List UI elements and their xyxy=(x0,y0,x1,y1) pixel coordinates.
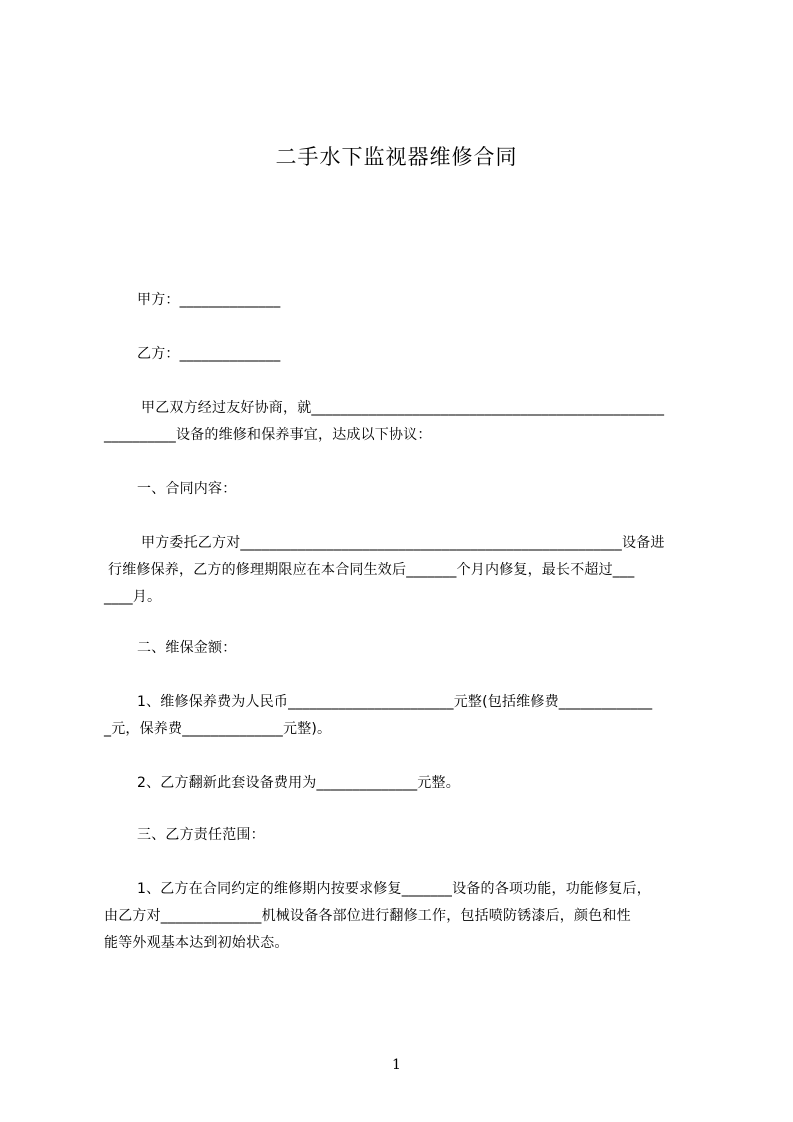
section-1-paragraph-line-1: 甲方委托乙方对_____________________________________________________设备进 xyxy=(141,535,665,551)
section-3-item-1-line-1: 1、乙方在合同约定的维修期内按要求修复_______设备的各项功能，功能修复后， xyxy=(137,881,651,897)
section-1-paragraph-line-3: ____月。 xyxy=(104,589,162,605)
section-1-heading: 一、合同内容： xyxy=(137,481,237,497)
section-3-heading: 三、乙方责任范围： xyxy=(137,827,265,843)
party-a-line: 甲方：______________ xyxy=(137,292,281,308)
preamble-line-2: __________设备的维修和保养事宜，达成以下协议： xyxy=(104,427,432,443)
page-number: 1 xyxy=(392,1057,401,1073)
section-3-item-1-line-3: 能等外观基本达到初始状态。 xyxy=(104,935,289,951)
party-b-line: 乙方：______________ xyxy=(137,346,281,362)
section-3-item-1-line-2: 由乙方对______________机械设备各部位进行翻修工作，包括喷防锈漆后，颜色和性 xyxy=(104,908,631,924)
section-2-item-1-line-1: 1、维修保养费为人民币_______________________元整(包括维修费_____________ xyxy=(137,694,653,710)
section-2-heading: 二、维保金额： xyxy=(137,640,237,656)
section-2-item-1-line-2: _元，保养费______________元整)。 xyxy=(104,721,332,737)
preamble-line-1: 甲乙双方经过友好协商，就_________________________________________________ xyxy=(141,400,665,416)
contract-title: 二手水下监视器维修合同 xyxy=(275,145,518,169)
section-2-item-2: 2、乙方翻新此套设备费用为______________元整。 xyxy=(137,775,460,791)
section-1-paragraph-line-2: 行维修保养，乙方的修理期限应在本合同生效后_______个月内修复，最长不超过___ xyxy=(108,562,635,578)
